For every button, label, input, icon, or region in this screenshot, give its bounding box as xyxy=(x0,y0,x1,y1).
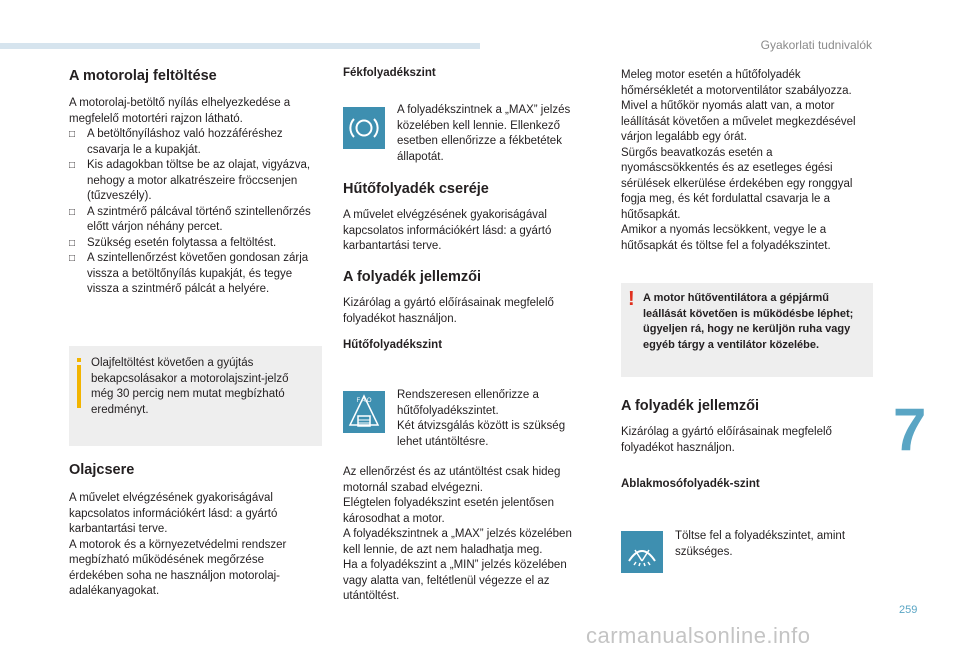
coolant-level-icon-text-1: Rendszeresen ellenőrizze a hűtőfolyadékszintet. xyxy=(397,389,539,417)
list-item: □ Szükség esetén folytassa a feltöltést. xyxy=(69,236,321,252)
chapter-number: 7 xyxy=(893,396,927,463)
hot-engine-para-1: Meleg motor esetén a hűtőfolyadék hőmérsékletét a motorventilátor szabályozza. xyxy=(621,69,852,97)
oil-change-title: Olajcsere xyxy=(69,462,135,478)
brake-fluid-title: Fékfolyadékszint xyxy=(343,67,436,79)
brake-fluid-text: A folyadékszintnek a „MAX” jelzés közelében kell lennie. Ellenkező esetben ellenőrizze a fékbetétek állapotát. xyxy=(397,104,571,163)
warning-icon: ! xyxy=(628,288,635,310)
coolant-level-icon-text-2: Két átvizsgálás között is szükség lehet utántöltésre. xyxy=(397,420,566,448)
washer-fluid-title: Ablakmosófolyadék-szint xyxy=(621,478,760,490)
oil-change-text-1: A művelet elvégzésének gyakoriságával kapcsolatos információkért lásd: a gyártó karbantartási terve. xyxy=(69,492,278,535)
washer-fluid-text: Töltse fel a folyadékszintet, amint szükséges. xyxy=(675,530,846,558)
coolant-reservoir-icon xyxy=(343,391,385,433)
list-item: □ A szintellenőrzést követően gondosan zárja vissza a betöltőnyílás kupakját, és tegye vissza a szintmérő pálcát a helyére. xyxy=(69,251,321,298)
list-item: □ Kis adagokban töltse be az olajat, vigyázva, nehogy a motor alkatrészeire fröccsenjen (tűzveszély). xyxy=(69,158,321,205)
hot-engine-para-3: Sürgős beavatkozás esetén a nyomáscsökkentés és az esetleges égési sérülések elkerülése érdekében egy ronggyal fogja meg, és két fordulattal csavarja le a hűtősapkát. xyxy=(621,146,853,221)
brake-warning-icon xyxy=(343,107,385,149)
coolant-level-para-4: Ha a folyadékszint a „MIN” jelzés közelében vagy alatta van, feltétlenül végezze el az utántöltést. xyxy=(343,559,567,602)
oil-fill-steps xyxy=(69,127,321,298)
info-note-box xyxy=(69,346,322,446)
page-number: 259 xyxy=(899,604,918,616)
oil-change-text-2: A motorok és a környezetvédelmi rendszer megbízható működésének megőrzése érdekében soha ne használjon motorolaj-adalékanyagokat. xyxy=(69,538,287,597)
column-1 xyxy=(69,67,321,298)
list-item: □ A szintmérő pálcával történő szintellenőrzés előtt várjon néhány percet. xyxy=(69,205,321,236)
coolant-change-section xyxy=(343,180,583,255)
coolant-level-title: Hűtőfolyadékszint xyxy=(343,339,443,351)
info-icon xyxy=(77,358,81,408)
list-item: □ A betöltőnyíláshoz való hozzáféréshez csavarja le a kupakját. xyxy=(69,127,321,158)
coolant-level-para-2: Elégtelen folyadékszint esetén jelentősen károsodhat a motor. xyxy=(343,497,554,525)
watermark: carmanualsonline.info xyxy=(586,623,811,648)
coolant-level-icon-text xyxy=(397,388,582,450)
warning-text: A motor hűtőventilátora a gépjármű leállását követően is működésbe léphet; ügyeljen rá, hogy ne kerüljön ruha vagy egyéb tárgy a ventilátor közelébe. xyxy=(643,292,854,351)
hot-engine-section xyxy=(621,68,873,254)
coolant-level-para-1: Az ellenőrzést és az utántöltést csak hideg motornál szabad elvégezni. xyxy=(343,466,561,494)
fluid-spec-title-left: A folyadék jellemzői xyxy=(343,269,482,285)
coolant-change-title: Hűtőfolyadék cseréje xyxy=(343,181,489,197)
hot-engine-para-2: Mivel a hűtőkör nyomás alatt van, a motor leállítását követően a művelet megkezdésével várjon legalább egy órát. xyxy=(621,100,856,143)
coolant-level-paragraphs xyxy=(343,465,583,605)
fluid-spec-section-left xyxy=(343,268,583,327)
fluid-spec-title-right: A folyadék jellemzői xyxy=(621,398,760,414)
svg-text:F A O: F A O xyxy=(356,398,372,404)
oil-fill-intro: A motorolaj-betöltő nyílás elhelyezkedése a megfelelő motortéri rajzon látható. xyxy=(69,97,291,125)
washer-fluid-icon xyxy=(621,531,663,573)
coolant-change-text: A művelet elvégzésének gyakoriságával kapcsolatos információkért lásd: a gyártó karbantartási terve. xyxy=(343,209,552,252)
section-header: Gyakorlati tudnivalók xyxy=(760,38,872,52)
warning-box xyxy=(621,283,873,377)
fluid-spec-section-right xyxy=(621,397,873,456)
header-decor-bar xyxy=(0,43,480,49)
fluid-spec-text-right: Kizárólag a gyártó előírásainak megfelelő folyadékot használjon. xyxy=(621,426,832,454)
oil-fill-title: A motorolaj feltöltése xyxy=(69,68,217,84)
hot-engine-para-4: Amikor a nyomás lecsökkent, vegye le a hűtősapkát és töltse fel a folyadékszintet. xyxy=(621,224,831,252)
fluid-spec-text-left: Kizárólag a gyártó előírásainak megfelelő folyadékot használjon. xyxy=(343,297,554,325)
coolant-level-para-3: A folyadékszintnek a „MAX” jelzés közelében kell lennie, de azt nem haladhatja meg. xyxy=(343,528,572,556)
oil-change-section xyxy=(69,461,321,600)
info-note-text: Olajfeltöltést követően a gyújtás bekapcsolásakor a motorolajszint-jelző még 30 percig nem mutat megbízható eredményt. xyxy=(91,357,289,416)
